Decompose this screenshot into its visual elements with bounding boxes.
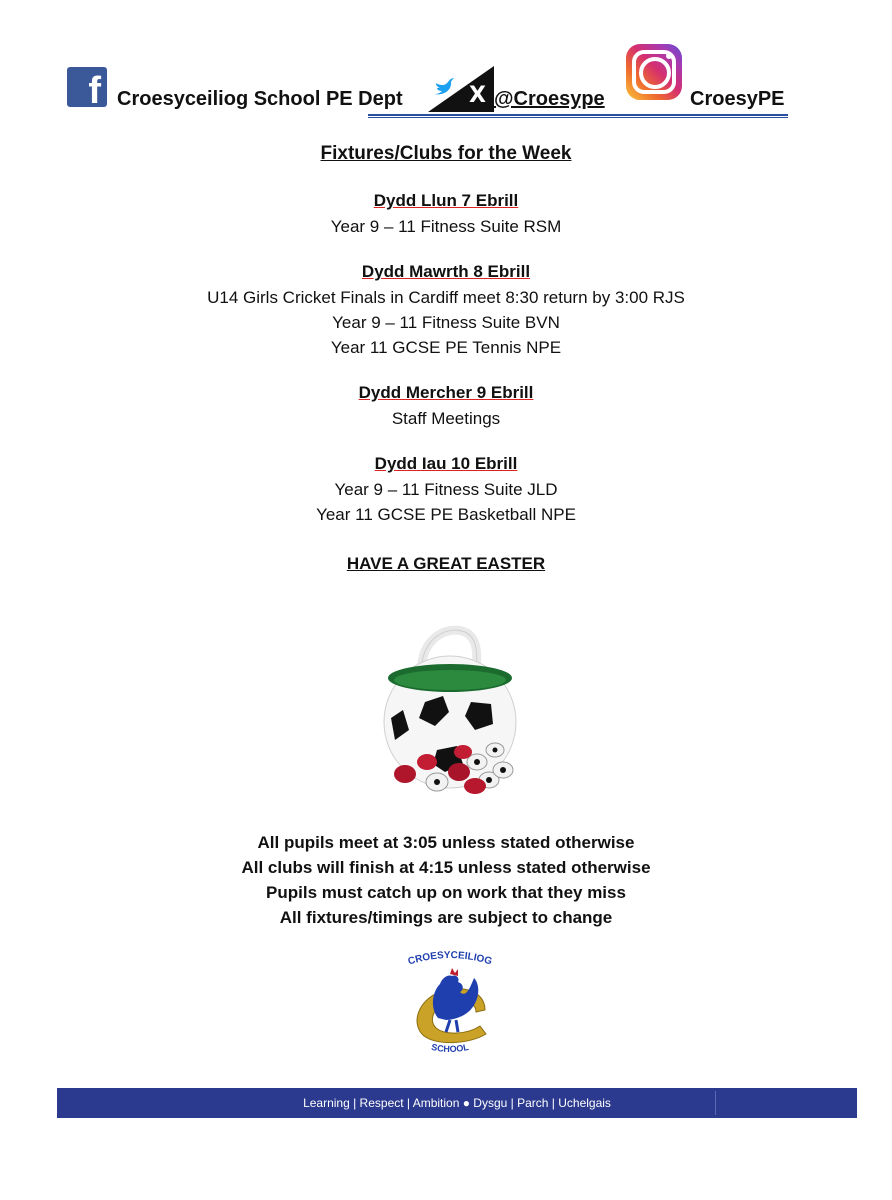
svg-text:SCHOOL: SCHOOL [430, 1041, 470, 1055]
day-heading: Dydd Iau 10 Ebrill [374, 454, 518, 473]
note-line: All clubs will finish at 4:15 unless stated otherwise [241, 858, 651, 877]
fixture-line: Year 9 – 11 Fitness Suite RSM [330, 217, 562, 236]
fixture-line: Year 11 GCSE PE Tennis NPE [330, 338, 562, 357]
note-line: All fixtures/timings are subject to change [279, 908, 613, 927]
day-block-wednesday [0, 380, 892, 431]
day-heading: Dydd Mawrth 8 Ebrill [361, 262, 531, 281]
header-rule-thin [368, 117, 788, 118]
footer-motto: Learning | Respect | Ambition ● Dysgu | Parch | Uchelgais [303, 1096, 611, 1110]
footer-bar [57, 1088, 857, 1118]
note-line: All pupils meet at 3:05 unless stated otherwise [257, 833, 635, 852]
header [0, 0, 892, 130]
day-block-monday [0, 188, 892, 239]
instagram-handle[interactable]: CroesyPE [690, 88, 785, 110]
fixture-line: Year 11 GCSE PE Basketball NPE [316, 505, 576, 524]
svg-text:CROESYCEILIOG: CROESYCEILIOG [406, 949, 494, 968]
instagram-icon[interactable] [626, 44, 682, 100]
fixtures-content [0, 140, 892, 577]
x-handle-link[interactable]: @Croesype [494, 88, 605, 110]
footer-separator [715, 1091, 716, 1115]
day-block-thursday [0, 451, 892, 527]
fixture-line: Year 9 – 11 Fitness Suite JLD [334, 480, 558, 499]
easter-greeting: HAVE A GREAT EASTER [346, 554, 546, 573]
day-heading: Dydd Mercher 9 Ebrill [358, 383, 534, 402]
fixture-line: Year 9 – 11 Fitness Suite BVN [332, 313, 560, 332]
note-line: Pupils must catch up on work that they miss [266, 883, 626, 902]
day-heading: Dydd Llun 7 Ebrill [373, 191, 519, 210]
header-rule [368, 114, 788, 116]
fixture-line: Staff Meetings [391, 409, 501, 428]
day-block-tuesday [0, 259, 892, 360]
notes [0, 830, 892, 930]
football-easter-basket-image [375, 622, 535, 802]
facebook-icon[interactable]: f [67, 67, 107, 107]
svg-text:X: X [469, 83, 486, 108]
school-crest-logo [390, 948, 510, 1058]
school-name: Croesyceiliog School PE Dept [117, 88, 403, 110]
fixture-line: U14 Girls Cricket Finals in Cardiff meet 8:30 return by 3:00 RJS [207, 288, 685, 307]
page-title: Fixtures/Clubs for the Week [320, 143, 572, 164]
x-twitter-icon[interactable] [428, 66, 494, 112]
